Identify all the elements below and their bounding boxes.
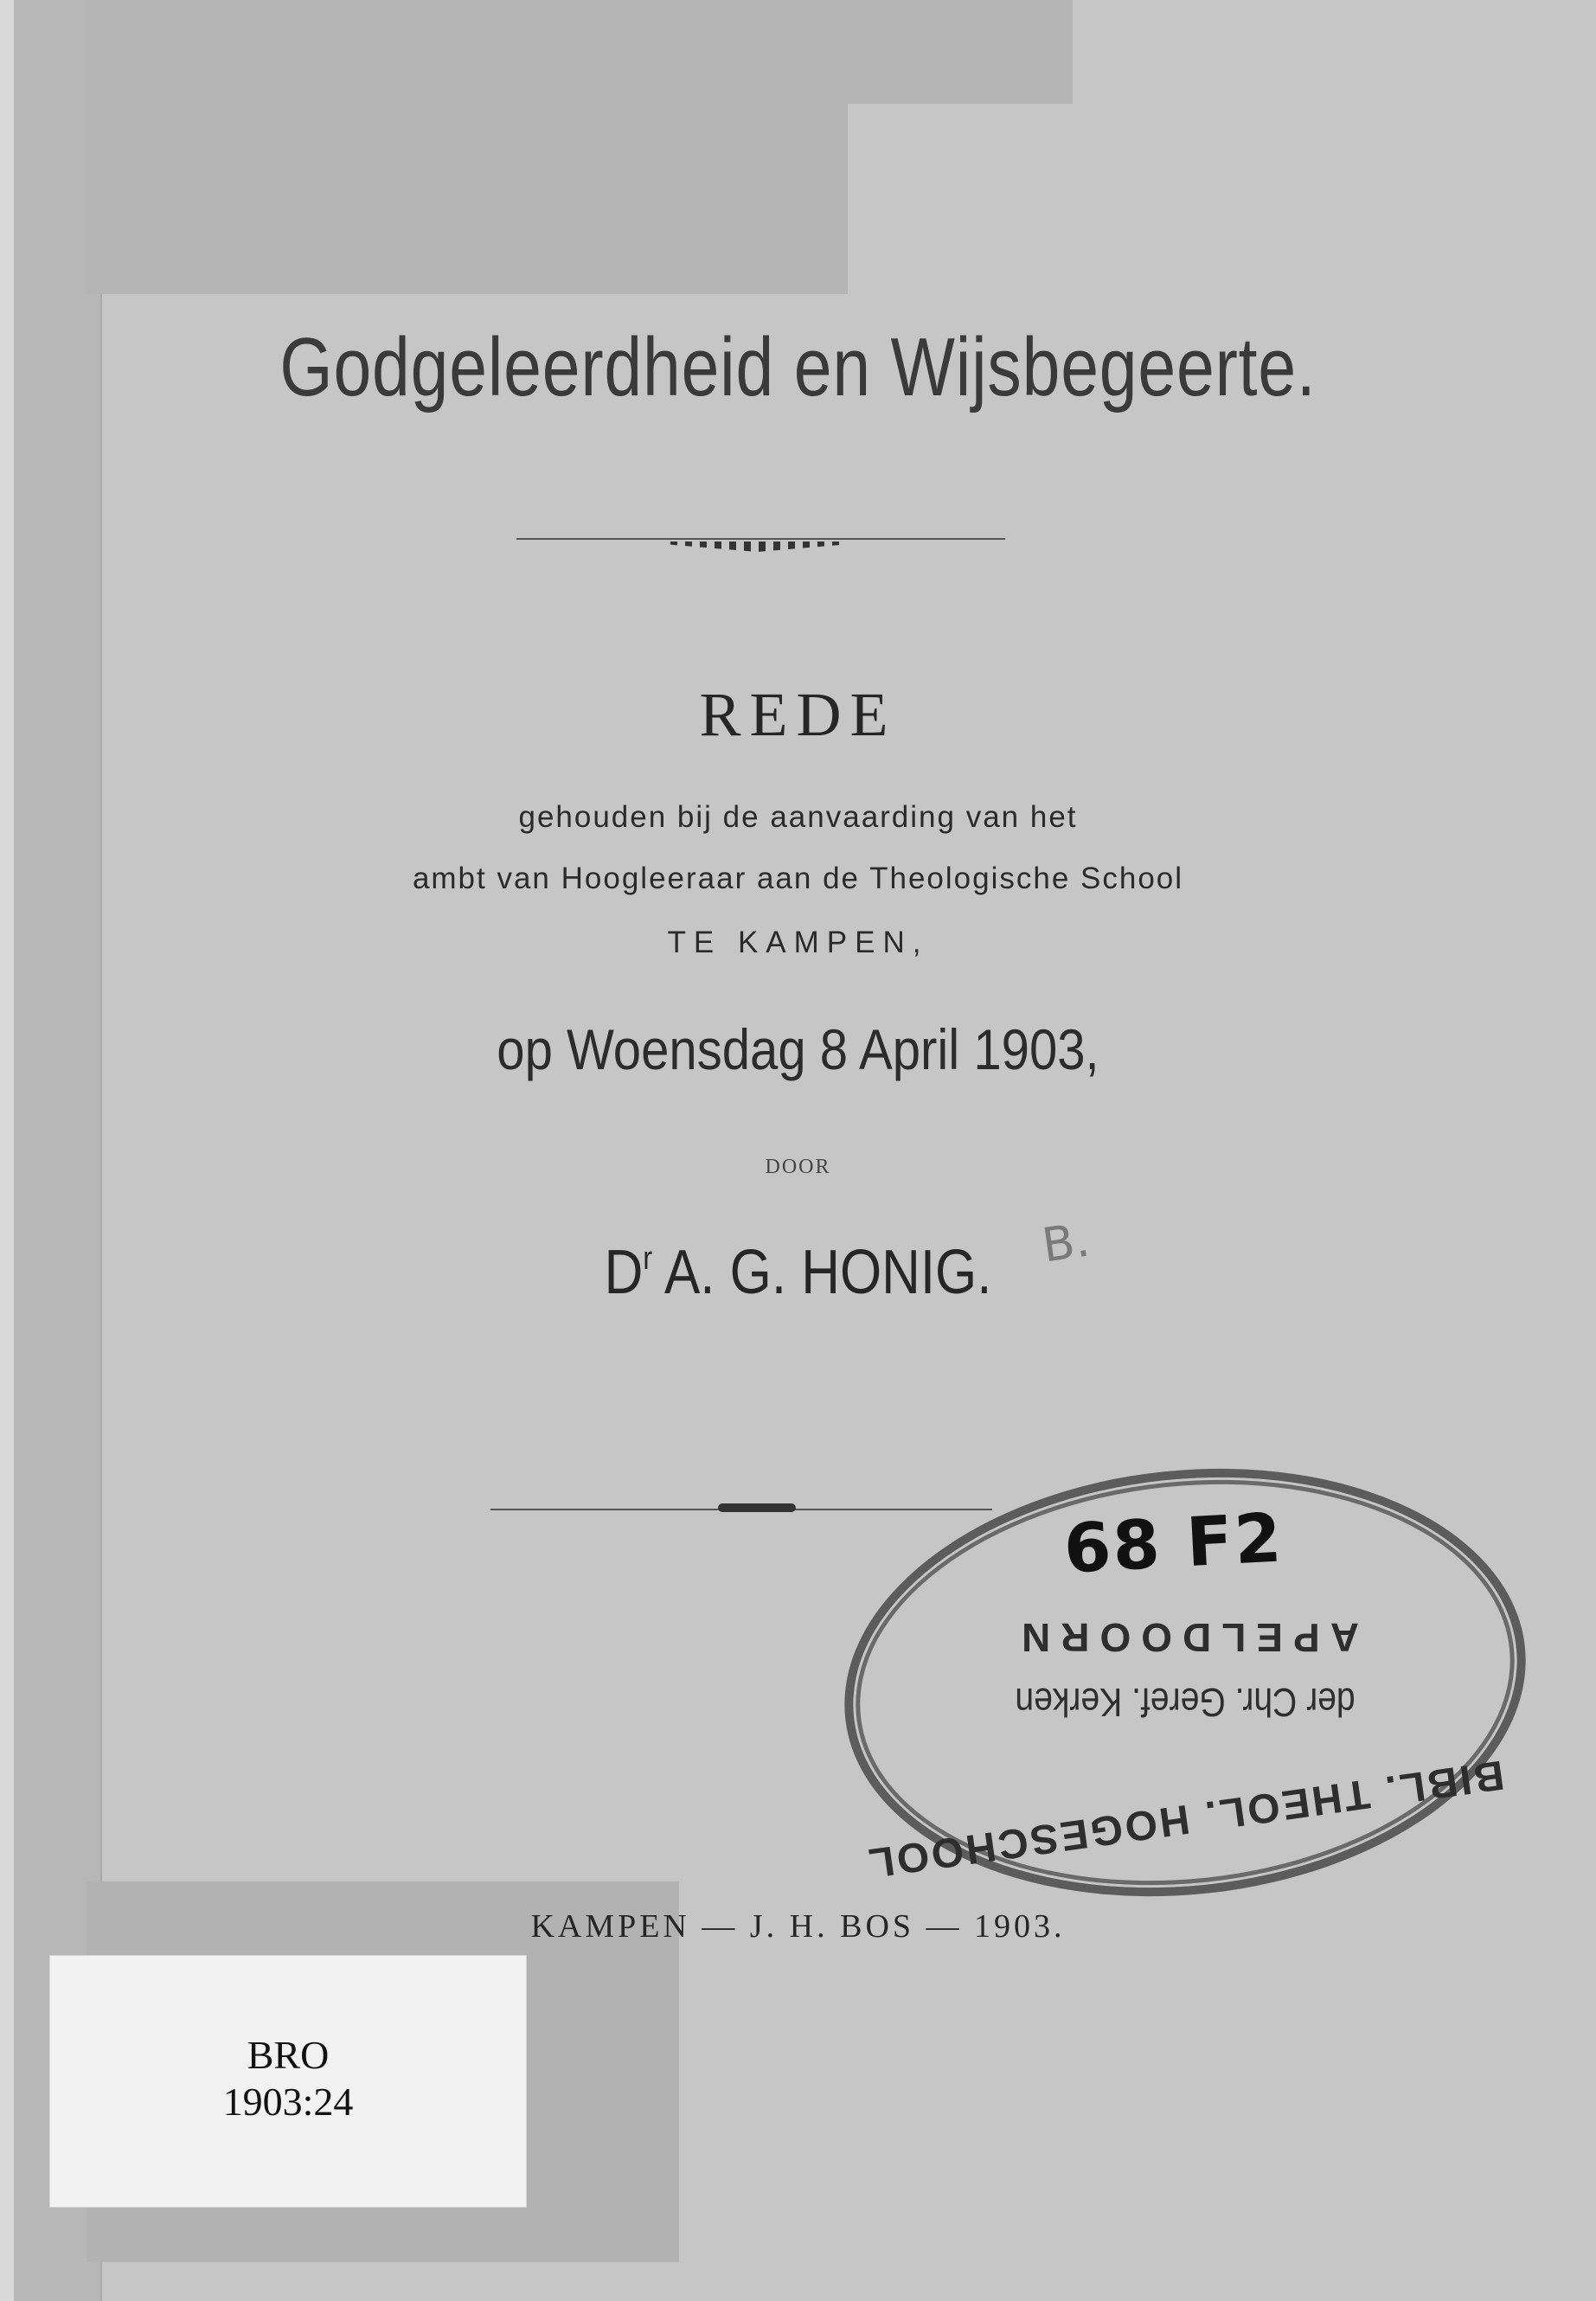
author-prefix: D <box>604 1238 644 1307</box>
author-name <box>112 1237 1484 1308</box>
author-prefix-superscript: r <box>643 1240 653 1277</box>
lower-divider-ornament <box>718 1503 796 1512</box>
pencil-mark: B. <box>1038 1212 1093 1273</box>
author-name-text: A. G. HONIG. <box>652 1238 992 1307</box>
subtitle-line-3: TE KAMPEN, <box>667 926 929 959</box>
date-line: op Woensdag 8 April 1903, <box>497 1017 1099 1081</box>
stamp-handwritten-number: 68 F2 <box>1061 1499 1285 1589</box>
publisher-line: KAMPEN — J. H. BOS — 1903. <box>530 1908 1066 1945</box>
shelf-label-line-2: 1903:24 <box>222 2080 354 2124</box>
subtitle-line-2: ambt van Hoogleeraar aan de Theologische School <box>412 862 1184 895</box>
stamp-arc-text: BIBL. THEOL. HOGESCHOOL <box>863 1751 1507 1887</box>
repair-tape-top <box>87 0 848 294</box>
subtitle-line-1: gehouden bij de aanvaarding van het <box>518 800 1078 834</box>
shelf-label <box>49 1955 527 2208</box>
book-title: Godgeleerdheid en Wijsbegeerte. <box>279 321 1317 413</box>
stamp-middle-text: der Chr. Geref. Kerken <box>1015 1680 1356 1725</box>
heading-rede: REDE <box>699 680 897 749</box>
repair-tape-top-right <box>830 0 1073 104</box>
scan-edge <box>0 0 14 2301</box>
shelf-label-line-1: BRO <box>247 2033 330 2077</box>
stamp-city: APELDOORN <box>1011 1615 1359 1660</box>
title-divider <box>516 538 1005 540</box>
by-label: DOOR <box>765 1156 831 1178</box>
